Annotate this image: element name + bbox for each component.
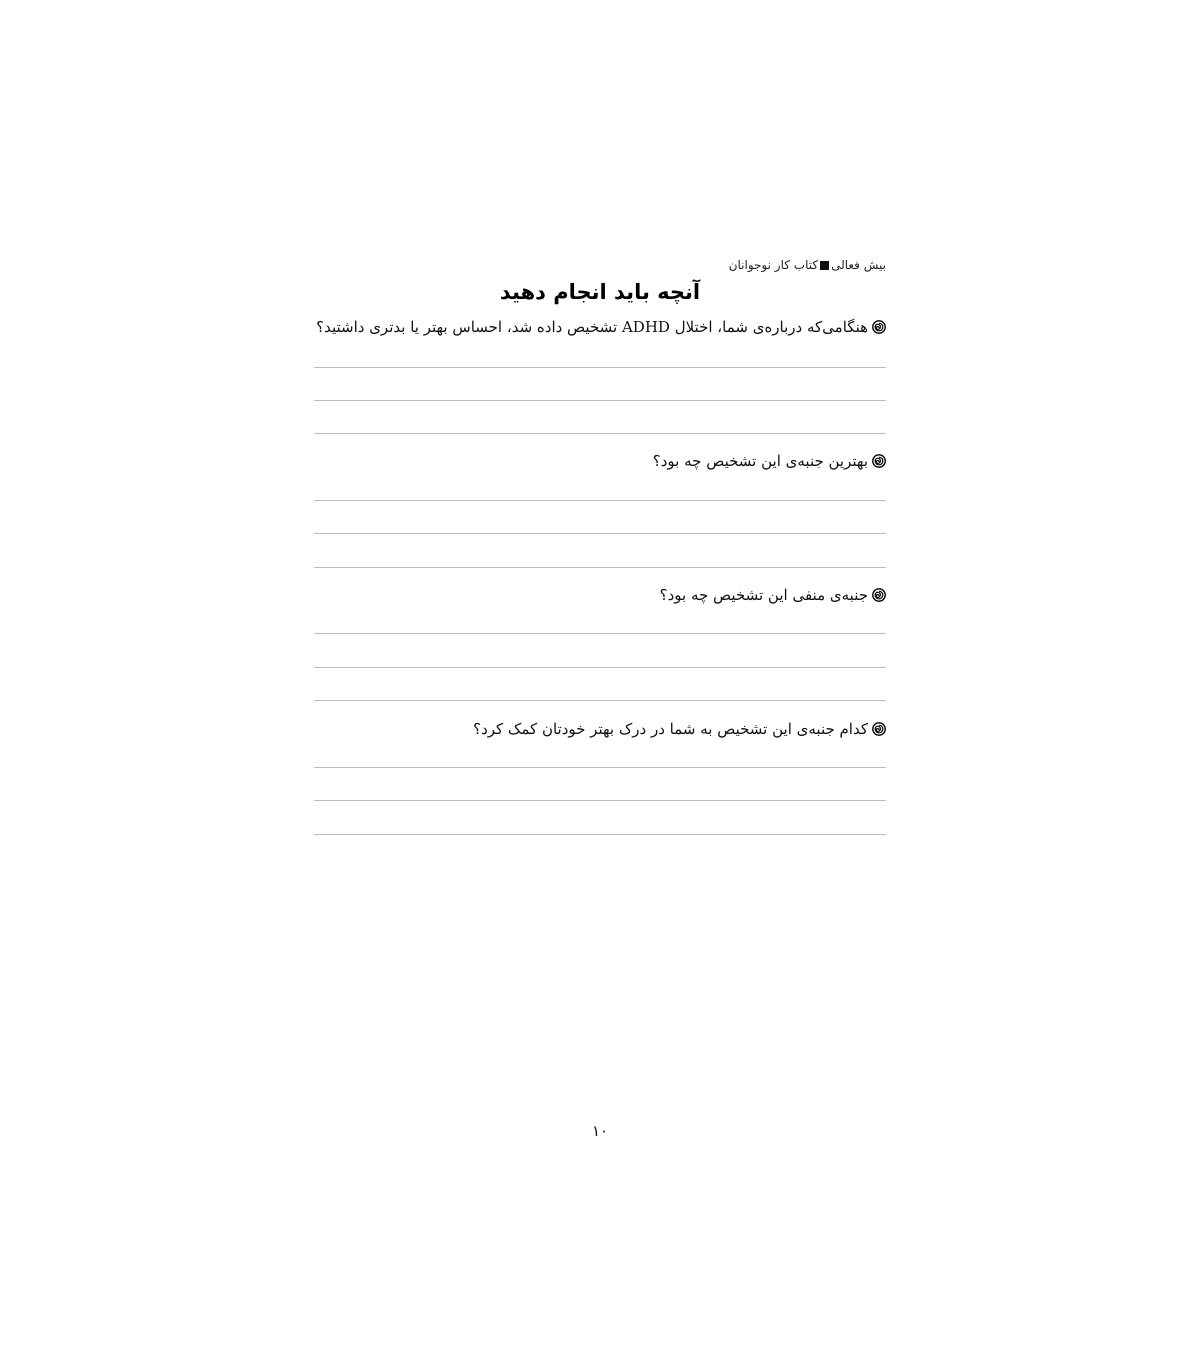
spiral-icon <box>872 320 886 334</box>
question-4 <box>473 720 886 738</box>
answer-line-4-1[interactable] <box>314 767 886 768</box>
spiral-icon <box>872 454 886 468</box>
question-2 <box>653 452 886 470</box>
answer-line-2-2[interactable] <box>314 533 886 534</box>
question-3-text: جنبه‌ی منفی این تشخیص چه بود؟ <box>659 586 868 604</box>
page-title: آنچه باید انجام دهید <box>499 280 701 304</box>
question-2-text: بهترین جنبه‌ی این تشخیص چه بود؟ <box>652 452 868 470</box>
answer-line-1-2[interactable] <box>314 400 886 401</box>
running-header <box>729 258 886 272</box>
header-book-title: بیش فعالی <box>831 258 886 272</box>
answer-line-3-3[interactable] <box>314 700 886 701</box>
answer-line-1-1[interactable] <box>314 367 886 368</box>
question-4-text: کدام جنبه‌ی این تشخیص به شما در درک بهتر خودتان کمک کرد؟ <box>473 720 868 738</box>
answer-line-3-1[interactable] <box>314 633 886 634</box>
question-1 <box>316 318 886 336</box>
answer-line-2-3[interactable] <box>314 567 886 568</box>
header-subtitle: کتاب کار نوجوانان <box>728 258 819 272</box>
answer-line-2-1[interactable] <box>314 500 886 501</box>
answer-line-3-2[interactable] <box>314 667 886 668</box>
header-separator-square <box>820 261 829 270</box>
spiral-icon <box>872 588 886 602</box>
answer-line-4-2[interactable] <box>314 800 886 801</box>
page-number: ۱۰ <box>591 1122 609 1140</box>
spiral-icon <box>872 722 886 736</box>
question-3 <box>660 586 886 604</box>
answer-line-4-3[interactable] <box>314 834 886 835</box>
answer-line-1-3[interactable] <box>314 433 886 434</box>
question-1-text: هنگامی‌که درباره‌ی شما، اختلال ADHD تشخیص داده شد، احساس بهتر یا بدتری داشتید؟ <box>316 318 868 336</box>
